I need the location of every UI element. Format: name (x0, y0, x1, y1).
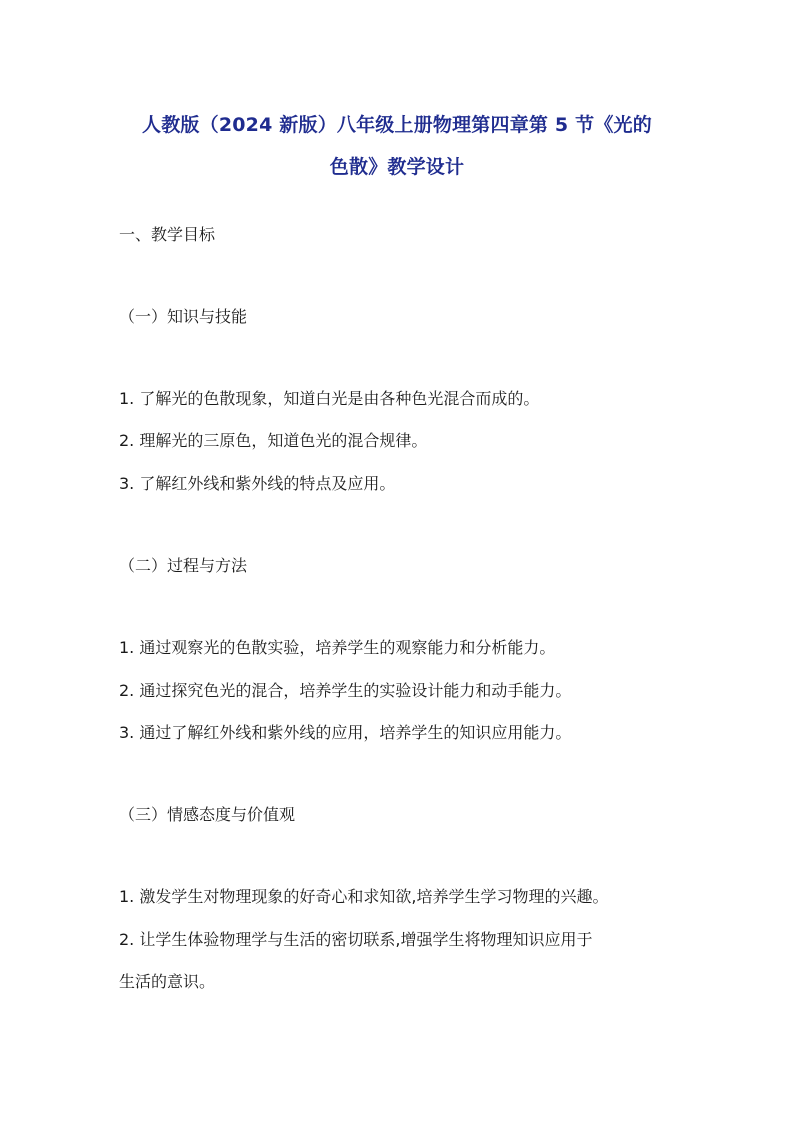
list-item: 3. 通过了解红外线和紫外线的应用，培养学生的知识应用能力。 (119, 723, 572, 742)
subsection-heading-attitude-values: （三）情感态度与价值观 (119, 805, 296, 824)
list-item: 3. 了解红外线和紫外线的特点及应用。 (119, 474, 396, 493)
list-item: 1. 激发学生对物理现象的好奇心和求知欲,培养学生学习物理的兴趣。 (119, 887, 609, 906)
list-item: 2. 让学生体验物理学与生活的密切联系,增强学生将物理知识应用于 (119, 930, 593, 949)
title-line-2: 色散》教学设计 (329, 156, 465, 178)
list-item: 1. 通过观察光的色散实验，培养学生的观察能力和分析能力。 (119, 638, 556, 657)
title-line-1: 人教版（2024 新版）八年级上册物理第四章第 5 节《光的 (142, 114, 652, 136)
list-item-continuation: 生活的意识。 (119, 972, 216, 991)
subsection-heading-process-methods: （二）过程与方法 (119, 556, 248, 575)
list-item: 2. 理解光的三原色，知道色光的混合规律。 (119, 431, 428, 450)
section-heading-teaching-goals: 一、教学目标 (119, 225, 216, 244)
list-item: 1. 了解光的色散现象，知道白光是由各种色光混合而成的。 (119, 389, 540, 408)
document-title (100, 104, 694, 188)
subsection-heading-knowledge-skills: （一）知识与技能 (119, 307, 248, 326)
list-item: 2. 通过探究色光的混合，培养学生的实验设计能力和动手能力。 (119, 681, 572, 700)
